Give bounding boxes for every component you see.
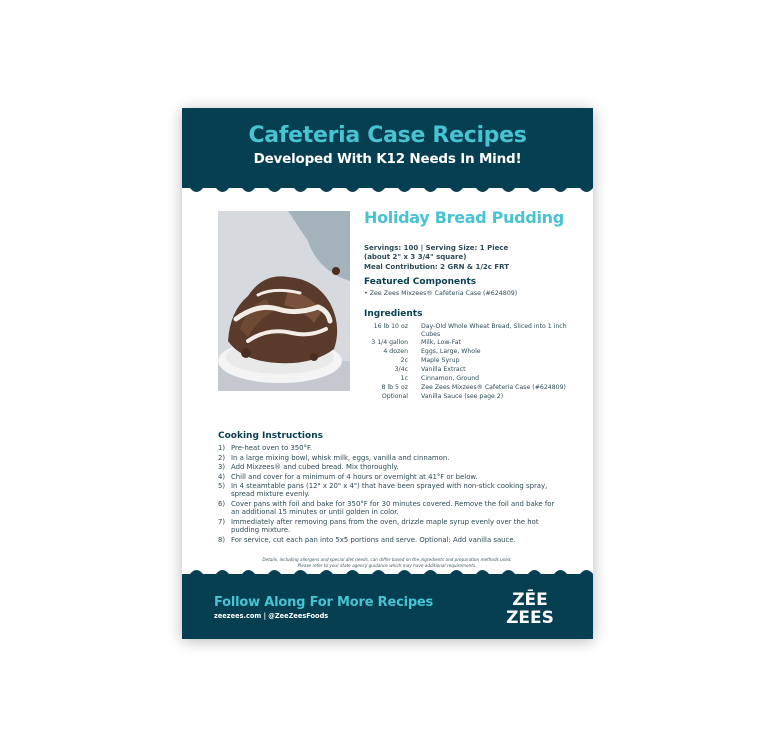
ingredient-qty: Optional xyxy=(381,392,408,400)
recipe-title: Holiday Bread Pudding xyxy=(364,208,564,227)
ingredient-desc: Zee Zees Mixzees® Cafeteria Case (#624809) xyxy=(421,383,566,391)
step-text: Pre-heat oven to 350°F. xyxy=(231,444,313,452)
instruction-step xyxy=(218,482,564,499)
bread-pudding-photo xyxy=(218,211,350,391)
instruction-step xyxy=(218,454,564,462)
instruction-step xyxy=(218,500,564,517)
ingredient-desc: Cinnamon, Ground xyxy=(421,375,480,383)
step-number: 3) xyxy=(218,463,226,471)
ingredient-row xyxy=(364,393,584,401)
step-text: Add Mixzees® and cubed bread. Mix thoroughly. xyxy=(231,463,399,471)
ingredient-desc: Milk, Low-Fat xyxy=(421,339,461,347)
step-number: 4) xyxy=(218,472,226,481)
servings-line: Servings: 100 | Serving Size: 1 Piece xyxy=(364,244,509,252)
zee-zees-logo xyxy=(500,588,560,628)
step-number: 5) xyxy=(218,482,226,490)
step-text: In a large mixing bowl, whisk milk, eggs, vanilla and cinnamon. xyxy=(231,453,450,462)
meal-contribution: Meal Contribution: 2 GRN & 1/2c FRT xyxy=(364,263,509,271)
ingredient-row xyxy=(364,366,584,374)
step-text: Cover pans with foil and bake for 350°F for 30 minutes covered. Remove the foil and bake for an additional 15 minutes or until golden in color. xyxy=(231,499,555,517)
instructions-heading: Cooking Instructions xyxy=(218,431,323,441)
ingredient-row xyxy=(364,357,584,365)
ingredient-desc: Maple Syrup xyxy=(421,357,460,365)
step-number: 8) xyxy=(218,535,226,544)
page-subtitle: Developed With K12 Needs In Mind! xyxy=(253,151,522,167)
instruction-step xyxy=(218,536,564,544)
ingredient-qty: 8 lb 5 oz xyxy=(381,383,408,391)
instruction-step xyxy=(218,444,564,452)
ingredients-heading: Ingredients xyxy=(364,309,423,319)
social-links[interactable]: zeezees.com | @ZeeZeesFoods xyxy=(214,612,329,620)
step-text: Immediately after removing pans from the oven, drizzle maple syrup evenly over the hot pudding mixture. xyxy=(231,517,539,535)
step-text: For service, cut each pan into 5x5 portions and serve. Optional: Add vanilla sauce. xyxy=(231,535,516,544)
recipe-sheet xyxy=(182,108,593,639)
ingredient-desc: Vanilla Sauce (see page 2) xyxy=(421,392,504,400)
featured-heading: Featured Components xyxy=(364,277,477,287)
ingredient-desc: Day-Old Whole Wheat Bread, Sliced into 1 inch Cubes xyxy=(421,323,567,338)
instruction-step xyxy=(218,463,564,471)
follow-heading: Follow Along For More Recipes xyxy=(214,595,434,610)
step-text: In 4 steamtable pans (12" x 20" x 4") that have been sprayed with non-stick cooking spray, spread mixture evenly. xyxy=(231,482,548,499)
ingredient-desc: Eggs, Large, Whole xyxy=(421,348,481,356)
featured-item: • Zee Zees Mixzees® Cafeteria Case (#624809) xyxy=(364,290,518,297)
step-number: 7) xyxy=(218,517,226,526)
page-title: Cafeteria Case Recipes xyxy=(248,123,527,148)
header-wave xyxy=(182,180,593,196)
ingredient-row xyxy=(364,323,584,338)
instruction-step xyxy=(218,518,564,535)
step-number: 6) xyxy=(218,499,226,508)
ingredient-row xyxy=(364,339,584,347)
ingredient-qty: 1c xyxy=(400,375,408,383)
step-text: Chill and cover for a minimum of 4 hours or overnight at 41°F or below. xyxy=(231,472,478,481)
step-number: 1) xyxy=(218,444,226,452)
ingredient-qty: 3 1/4 gallon xyxy=(371,339,408,347)
instruction-step xyxy=(218,473,564,481)
disclaimer-line: Please refer to your state agency guidance which may have additional requirements. xyxy=(297,562,477,568)
ingredient-qty: 3/4c xyxy=(394,366,408,374)
ingredient-qty: 16 lb 10 oz xyxy=(373,323,408,330)
logo-line-1: ZĒE xyxy=(512,590,548,610)
ingredient-qty: 2c xyxy=(400,357,408,365)
step-number: 2) xyxy=(218,453,226,462)
ingredient-row xyxy=(364,375,584,383)
ingredients-list xyxy=(364,323,584,402)
ingredient-qty: 4 dozen xyxy=(383,348,408,356)
logo-line-2: ZEES xyxy=(506,608,554,628)
disclaimer-line: Details, including allergens and special diet needs, can differ based on the ingredients and preparation methods used. xyxy=(262,557,512,562)
servings-note: (about 2" x 3 3/4" square) xyxy=(364,253,467,261)
ingredient-row xyxy=(364,384,584,392)
ingredient-row xyxy=(364,348,584,356)
instructions-list xyxy=(218,444,564,545)
ingredient-desc: Vanilla Extract xyxy=(421,366,466,374)
header-band xyxy=(182,108,593,188)
